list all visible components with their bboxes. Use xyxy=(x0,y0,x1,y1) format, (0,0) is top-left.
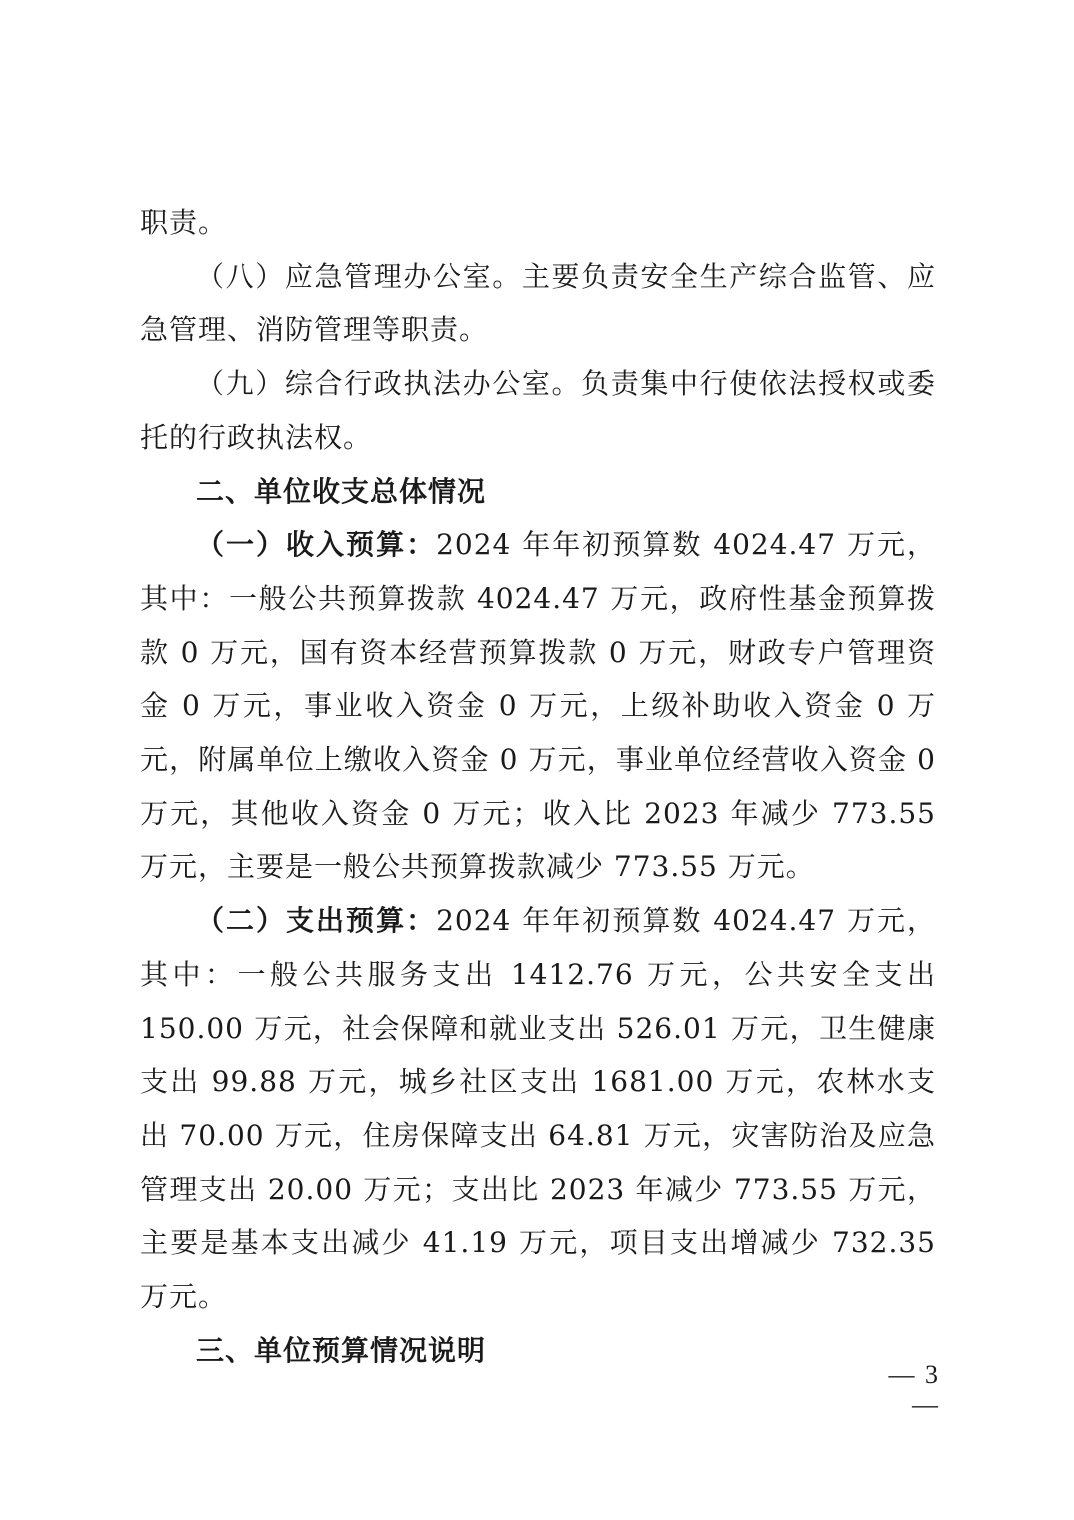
section-heading-income-expense: 二、单位收支总体情况 xyxy=(196,474,487,508)
expense-budget-text: 2024 年年初预算数 4024.47 万元，其中：一般公共服务支出 1412.76 万元，公共安全支出 150.00 万元，社会保障和就业支出 526.01 万元，卫生健康支出 99.88 万元，城乡社区支出 1681.00 万元，农林水支出 70.00 万元，住房保障支出 64.81 万元，灾害防治及应急管理支出 20.00 万元；支出比 2023 年减少 773.55 万元，主要是基本支出减少 41.19 万元，项目支出增减少 732.35 万元。 xyxy=(140,904,936,1314)
paragraph-income-budget xyxy=(140,518,936,894)
income-budget-text: 2024 年年初预算数 4024.47 万元，其中：一般公共预算拨款 4024.47 万元，政府性基金预算拨款 0 万元，国有资本经营预算拨款 0 万元，财政专户管理资金 0 万元，事业收入资金 0 万元，上级补助收入资金 0 万元，附属单位上缴收入资金 0 万元，事业单位经营收入资金 0 万元，其他收入资金 0 万元；收入比 2023 年减少 773.55 万元，主要是一般公共预算拨款减少 773.55 万元。 xyxy=(140,528,936,884)
section-heading-budget-description: 三、单位预算情况说明 xyxy=(196,1333,487,1367)
paragraph-enforcement-office: （九）综合行政执法办公室。负责集中行使依法授权或委托的行政执法权。 xyxy=(140,367,936,454)
document-body xyxy=(140,196,936,1377)
page-number: — 3 — xyxy=(888,1360,940,1419)
paragraph-duties-end: 职责。 xyxy=(140,206,228,239)
income-budget-lead: （一）收入预算： xyxy=(196,528,437,562)
paragraph-expense-budget xyxy=(140,894,936,1324)
expense-budget-lead: （二）支出预算： xyxy=(196,904,437,938)
paragraph-emergency-office: （八）应急管理办公室。主要负责安全生产综合监管、应急管理、消防管理等职责。 xyxy=(140,259,936,347)
